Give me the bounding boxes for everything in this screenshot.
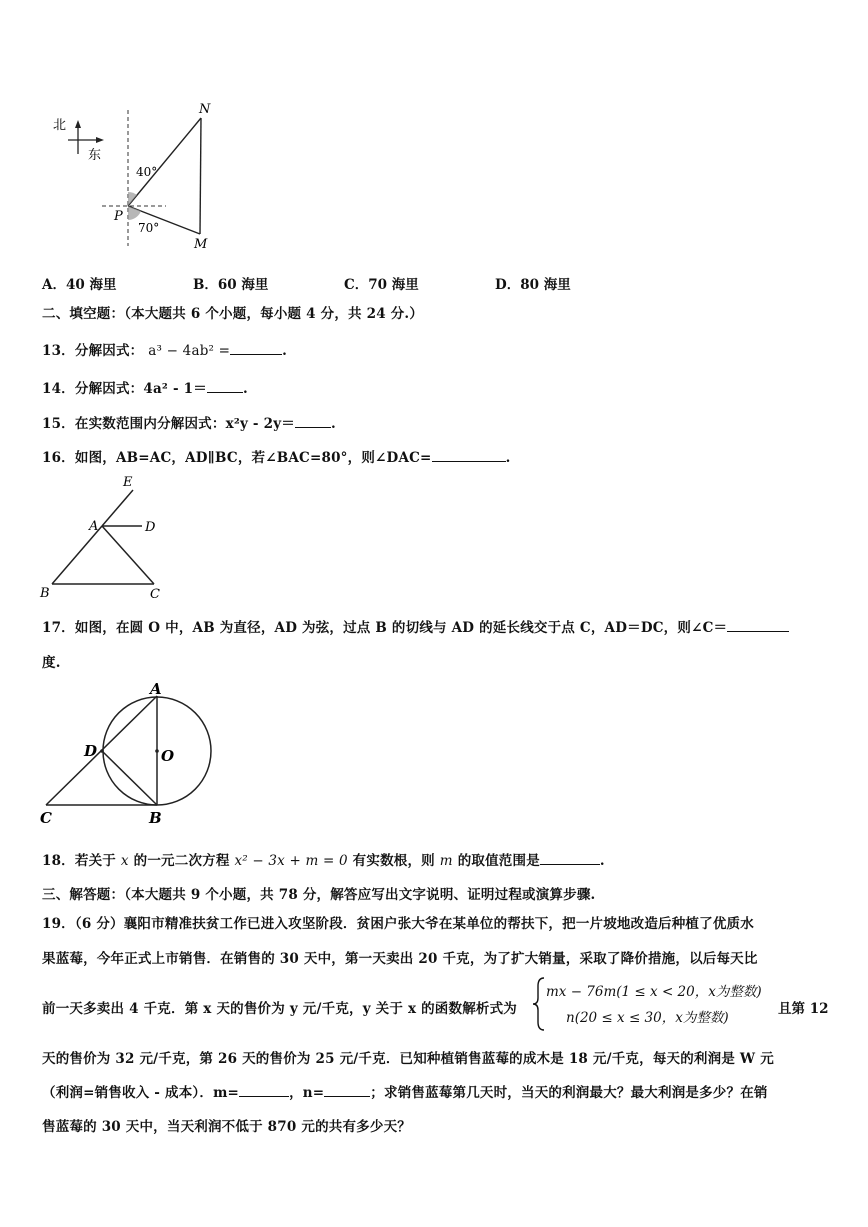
choice-b: B．60 海里 [193,277,269,293]
question-18 [42,849,605,869]
q18-var-x: x [120,853,129,869]
q17-answer-blank [727,619,789,632]
point-m-label: M [194,237,208,252]
q13-prefix: 13．分解因式： [42,343,144,359]
q16-point-c: C [150,587,160,602]
q17-point-b: B [149,809,162,827]
q16-point-a: A [89,519,99,534]
q19-m-blank [239,1084,289,1097]
question-15 [42,412,336,432]
q19-line1: 19．（6 分）襄阳市精准扶贫工作已进入攻坚阶段．贫困户张大爷在某单位的帮扶下，把一片坡地改造后种植了优质水 [42,916,754,932]
north-label: 北 [53,118,67,133]
q14-answer-blank [207,380,243,393]
q16-suffix: . [505,450,511,466]
q18-mid1: 的一元二次方程 [133,853,230,869]
q19-line6: 售蓝莓的 30 天中，当天利润不低于 870 元的共有多少天？ [42,1119,411,1135]
q19-line5 [42,1081,768,1101]
q16-answer-blank [432,449,506,462]
q19-line5-a: （利润=销售收入 ‐ 成本）．m= [42,1085,240,1101]
q17-circle-figure [36,680,226,830]
question-13 [42,339,287,359]
q16-point-e: E [123,475,133,490]
q18-mid3: 的取值范围是 [457,853,540,869]
q18-mid2: 有实数根，则 [352,853,435,869]
choice-a: A．40 海里 [42,277,117,293]
q19-line3-end: 且第 12 [778,1001,829,1017]
section2-title: 二、填空题：（本大题共 6 个小题，每小题 4 分，共 24 分.） [42,306,424,322]
q19-line3: 前一天多卖出 4 千克．第 x 天的售价为 y 元/千克，y 关于 x 的函数解析式为 [42,1001,518,1017]
question-17 [42,616,789,636]
piecewise-brace [532,976,546,1032]
q17-point-d: D [84,742,98,760]
q13-answer-blank [230,342,282,355]
piecewise-case-1: mx − 76m(1 ≤ x < 20，x为整数) [546,984,762,1000]
question-17-cont: 度. [42,655,61,671]
q13-expression: a³ − 4ab² = [148,343,231,359]
q18-var-m: m [439,853,453,869]
piecewise-case-2: n(20 ≤ x ≤ 30，x为整数) [566,1010,729,1026]
q16-text: 16．如图，AB=AC，AD∥BC，若∠BAC=80°，则∠DAC= [42,450,432,466]
q19-line5-b: ，n= [289,1085,325,1101]
q17-point-a: A [150,680,162,698]
q18-equation: x² − 3x + m = 0 [234,853,348,869]
angle-40-label: 40° [136,165,158,179]
q16-triangle-figure [36,472,176,602]
q18-prefix: 18．若关于 [42,853,116,869]
point-n-label: N [199,102,211,117]
q17-text: 17．如图，在圆 O 中，AB 为直径，AD 为弦，过点 B 的切线与 AD 的延长线交于点 C，AD＝DC，则∠C＝ [42,620,728,636]
point-p-label: P [114,209,123,224]
q17-point-c: C [40,809,52,827]
q18-answer-blank [540,852,600,865]
q13-suffix: . [282,343,288,359]
q16-point-d: D [145,520,156,535]
question-14 [42,377,248,397]
q15-suffix: . [330,416,336,432]
section3-title: 三、解答题：（本大题共 9 个小题，共 78 分，解答应写出文字说明、证明过程或演算步骤. [42,887,596,903]
choice-d: D．80 海里 [495,277,571,293]
q14-suffix: . [242,381,248,397]
q19-n-blank [324,1084,370,1097]
east-label: 东 [88,148,102,163]
q17-point-o: O [161,747,175,765]
q15-answer-blank [295,415,331,428]
angle-70-label: 70° [138,221,160,235]
q15-text: 15．在实数范围内分解因式：x²y ‐ 2y＝ [42,416,295,432]
q14-text: 14．分解因式：4a² ‐ 1＝ [42,381,207,397]
q19-line2: 果蓝莓，今年正式上市销售．在销售的 30 天中，第一天卖出 20 千克，为了扩大销量，采取了降价措施，以后每天比 [42,951,758,967]
bearing-figure [44,96,234,256]
q19-line4: 天的售价为 32 元/千克，第 26 天的售价为 25 元/千克．已知种植销售蓝莓的成木是 18 元/千克，每天的利润是 W 元 [42,1051,774,1067]
q16-point-b: B [40,586,50,601]
question-16 [42,446,510,466]
q19-line5-c: ；求销售蓝莓第几天时，当天的利润最大？最大利润是多少？在销 [370,1085,768,1101]
choice-c: C．70 海里 [344,277,419,293]
q18-suffix: . [599,853,605,869]
